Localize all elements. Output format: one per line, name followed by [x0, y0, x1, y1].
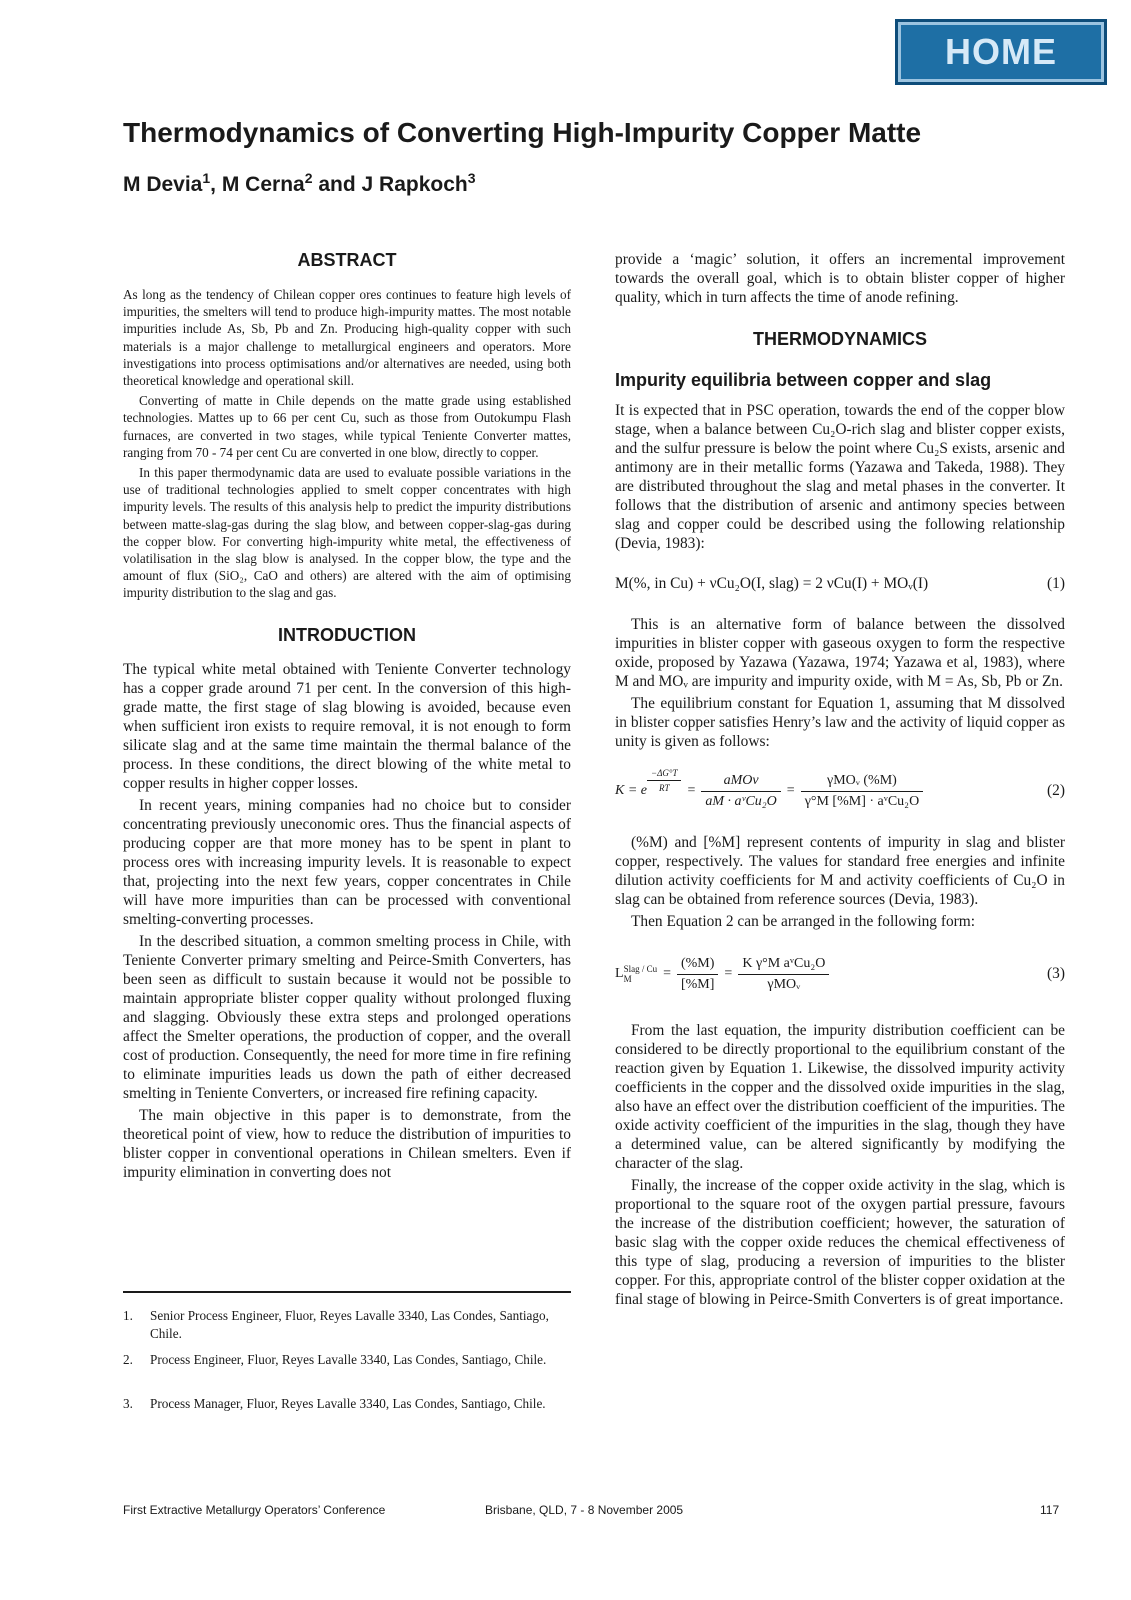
- abstract-paragraph: As long as the tendency of Chilean copper ores continues to feature high levels of impurities, the smelters will tend to produce high-impurity mattes. The most notable impurities include As, Sb, Pb and Zn. Producing high-quality copper with such materials is a major challenge to metallurgical engineers and operators. More investigations into process optimisations and/or alternatives are needed, using both theoretical knowledge and operational skill.: [123, 287, 571, 389]
- abstract-heading: ABSTRACT: [297, 250, 397, 270]
- footnote-number: 2.: [123, 1352, 133, 1367]
- thermodynamics-paragraph: It is expected that in PSC operation, towards the end of the copper blow stage, when a balance between Cu₂O-rich slag and blister copper exists, and the sulfur pressure is below the point where Cu₂S exists, arsenic and antimony are in their metallic forms (Yazawa and Takeda, 1988). They are distributed throughout the slag and metal phases in the converter. It follows that the distribution of arsenic and antimony species between slag and copper could be described using the following relationship (Devia, 1983):: [615, 402, 1065, 552]
- equation-3-lhs-subscript: M: [623, 974, 632, 984]
- equation-1-number: (1): [1047, 575, 1065, 592]
- thermodynamics-heading: THERMODYNAMICS: [753, 329, 927, 349]
- footer-conference: First Extractive Metallurgy Operators’ Conference: [123, 1503, 386, 1517]
- equation-2-lhs: K = e: [615, 783, 647, 798]
- footnote: [123, 1307, 571, 1342]
- thermodynamics-paragraph: Then Equation 2 can be arranged in the following form:: [631, 913, 976, 930]
- author-affiliation-mark: 3: [467, 170, 476, 186]
- author-list: [123, 170, 476, 197]
- equation-3: L Slag / Cu M = $\frac{(\%M)}{[\%M]}$ = $\frac{\text{K γ°M aᵛCu₂O}}{\text{γMOᵥ}}$ (3): [615, 955, 1065, 992]
- home-button-label: HOME: [945, 31, 1057, 72]
- fraction-denominator: γMOᵥ: [767, 976, 801, 992]
- fraction-numerator: K γ°M aᵛCu₂O: [738, 956, 829, 975]
- exponent-numerator: −ΔG°T: [647, 768, 681, 781]
- equation-3-lhs-superscript: Slag / Cu: [623, 964, 658, 974]
- equation-3-lhs-symbol: L: [615, 966, 624, 982]
- thermodynamics-paragraph: The equilibrium constant for Equation 1, assuming that M dissolved in blister copper satisfies Henry’s law and the activity of liquid copper as unity is given as follows:: [615, 695, 1065, 750]
- abstract-paragraph: In this paper thermodynamic data are used to evaluate possible variations in the use of traditional technologies applied to smelt copper concentrates with high impurity levels. The results of this analysis help to predict the impurity distributions between matte-slag-gas during the slag blow, and between copper-slag-gas during the copper blow. For converting high-impurity white metal, the effectiveness of volatilisation in the slag blow is analysed. In the copper blow, the type and the amount of flux (SiO₂, CaO and others) are altered with the aim of optimising impurity distribution to the slag and gas.: [123, 465, 571, 601]
- introduction-heading: INTRODUCTION: [278, 624, 416, 645]
- introduction-paragraph: The typical white metal obtained with Teniente Converter technology has a copper grade around 71 per cent. In the conversion of this high-grade matte, the first stage of slag blowing is avoided, because even when sufficient iron exists to require removal, it is not enough to form silicate slag and at the same time maintain the thermal balance of the process. In these conditions, the direct blowing of the white metal to copper results in higher copper losses.: [123, 660, 571, 792]
- equation-1-body: M(%, in Cu) + νCu₂O(I, slag) = 2 νCu(I) + MOᵥ(I): [615, 575, 929, 592]
- equation-3-fraction-1: [677, 956, 718, 993]
- fraction-denominator: γ°M [%M] · aᵛCu₂O: [804, 793, 920, 809]
- author-affiliation-mark: 2: [304, 170, 313, 186]
- left-column: [123, 250, 571, 1182]
- footnote-text: Process Engineer, Fluor, Reyes Lavalle 3340, Las Condes, Santiago, Chile.: [150, 1352, 547, 1367]
- equation-3-lhs: [615, 964, 657, 984]
- author-name: J Rapkoch: [361, 173, 468, 196]
- equation-2: K = e $\frac{-\Delta G^\circ T}{RT}$ = $\frac{\text{aMOv}}{\text{aM · aᵛCu₂O}}$ = $\frac{\text{γMOᵥ (\%M)}}{\text{γ°M [\%M] · aᵛCu₂O}}$ (2): [615, 767, 1065, 809]
- introduction-paragraph: In recent years, mining companies had no choice but to consider concentrating previously uneconomic ores. Thus the financial aspects of producing copper are that more money has to be spent in plant to process ores with increasing impurity levels. It is reasonable to expect that, projecting into the next few years, copper concentrates in Chile will have more impurities than can be processed with conventional smelting-converting processes.: [123, 796, 571, 928]
- footnote-number: 3.: [123, 1396, 133, 1411]
- footnote-text: Senior Process Engineer, Fluor, Reyes Lavalle 3340, Las Condes, Santiago, Chile.: [150, 1308, 549, 1341]
- author-separator: ,: [210, 173, 222, 196]
- equation-2-exponent: [647, 768, 681, 793]
- exponent-denominator: RT: [658, 782, 670, 793]
- right-column: [615, 250, 1065, 1309]
- fraction-numerator: γMOᵥ (%M): [801, 773, 924, 792]
- equation-2-fraction-2: [801, 773, 924, 810]
- thermodynamics-paragraph: From the last equation, the impurity distribution coefficient can be considered to be directly proportional to the equilibrium constant of the reaction given by Equation 1. Likewise, the dissolved impurity activity coefficients in the copper and the dissolved oxide impurities in the slag, also have an effect over the distribution coefficient of the impurities. The oxide activity coefficient of the impurities in the slag, though they have a determined value, can be altered significantly by modifying the character of the slag.: [615, 1022, 1065, 1172]
- author-affiliation-mark: 1: [202, 170, 211, 186]
- fraction-denominator: aM · aᵛCu₂O: [705, 793, 777, 809]
- footnote-text: Process Manager, Fluor, Reyes Lavalle 3340, Las Condes, Santiago, Chile.: [150, 1396, 546, 1411]
- footnote-divider: [123, 1291, 571, 1293]
- equation-3-fraction-2: [738, 956, 829, 993]
- equation-2-number: (2): [1047, 782, 1065, 799]
- fraction-numerator: aMOv: [701, 773, 780, 792]
- footer-location-date: Brisbane, QLD, 7 - 8 November 2005: [485, 1503, 684, 1517]
- equation-2-fraction-1: [701, 773, 780, 810]
- author-name: M Devia: [123, 173, 203, 196]
- introduction-paragraph: The main objective in this paper is to demonstrate, from the theoretical point of view, how to reduce the distribution of impurities to blister copper in conventional operations in Chilean smelters. Even if impurity elimination in converting does not: [123, 1106, 571, 1181]
- impurity-equilibria-subheading: Impurity equilibria between copper and slag: [615, 370, 992, 390]
- author-name: M Cerna: [221, 173, 305, 196]
- introduction-continuation: provide a ‘magic’ solution, it offers an incremental improvement towards the overall goal, which is to obtain blister copper of higher quality, which in turn affects the time of anode refining.: [615, 251, 1065, 306]
- home-button[interactable]: [895, 19, 1107, 85]
- equation-1: [615, 575, 1065, 593]
- equation-3-number: (3): [1047, 965, 1065, 982]
- footnote: [123, 1395, 571, 1413]
- thermodynamics-paragraph: (%M) and [%M] represent contents of impurity in slag and blister copper, respectively. The values for standard free energies and infinite dilution activity coefficients for M and activity coefficients of Cu₂O in slag can be obtained from reference sources (Devia, 1983).: [615, 834, 1065, 908]
- thermodynamics-paragraph: Finally, the increase of the copper oxide activity in the slag, which is proportional to the square root of the oxygen partial pressure, favours the increase of the distribution coefficient; however, the saturation of basic slag with the copper oxide reduces the chemical effectiveness of this type of slag, producing a reversion of impurities to the blister copper. For this, appropriate control of the blister copper oxidation at the final stage of blowing in Peirce-Smith Converters is of great importance.: [615, 1177, 1065, 1308]
- author-separator: and: [312, 173, 362, 196]
- footnote: [123, 1351, 571, 1369]
- fraction-denominator: [%M]: [680, 976, 715, 992]
- abstract-paragraph: Converting of matte in Chile depends on the matte grade using established technologies. Mattes up to 66 per cent Cu, such as those from Outokumpu Flash furnaces, are converted in two stages, while typical Teniente Converter mattes, ranging from 70 - 74 per cent Cu are converted in one blow, directly to copper.: [123, 393, 571, 460]
- fraction-numerator: (%M): [677, 956, 718, 975]
- page-number: 117: [1040, 1503, 1060, 1517]
- thermodynamics-paragraph: This is an alternative form of balance between the dissolved impurities in blister copper with gaseous oxygen to form the respective oxide, proposed by Yazawa (Yazawa, 1974; Yazawa et al, 1983), where M and MOᵥ are impurity and impurity oxide, with M = As, Sb, Pb or Zn.: [615, 616, 1065, 690]
- paper-title: Thermodynamics of Converting High-Impurity Copper Matte: [123, 117, 922, 148]
- introduction-paragraph: In the described situation, a common smelting process in Chile, with Teniente Converter primary smelting and Peirce-Smith Converters, has been seen as difficult to sustain because it would not be possible to maintain appropriate blister copper quality without prolonged fluxing and slagging. Obviously these extra steps and prolonged operations affect the Smelter operations, the production of copper, and the overall cost of production. Consequently, the need for more time in fire refining to eliminate impurities leads us down the path of either decreased smelting in Teniente Converters, or increased fire refining capacity.: [123, 932, 571, 1102]
- footnote-number: 1.: [123, 1308, 133, 1323]
